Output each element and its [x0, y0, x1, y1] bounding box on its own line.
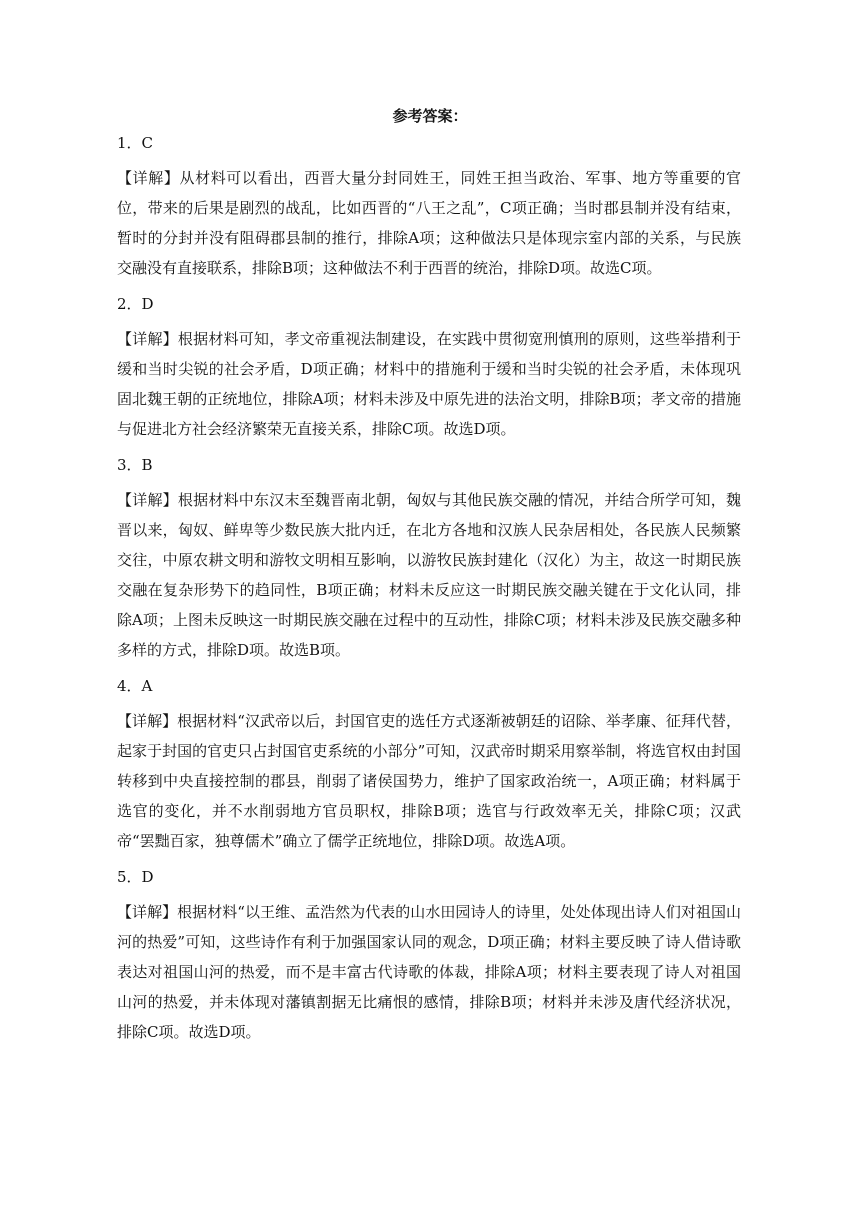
answer-number: 5．D [117, 868, 154, 886]
answer-item-3 [117, 453, 741, 665]
answer-explanation: 【详解】从材料可以看出，西晋大量分封同姓王，同姓王担当政治、军事、地方等重要的官位，带来的后果是剧烈的战乱，比如西晋的“八王之乱”，C项正确；当时郡县制并没有结束，暂时的分封并没有阻碍郡县制的推行，排除A项；这种做法只是体现宗室内部的关系，与民族交融没有直接联系，排除B项；这种做法不利于西晋的统治，排除D项。故选C项。 [117, 169, 741, 277]
answer-number: 3．B [117, 456, 153, 474]
answer-explanation: 【详解】根据材料可知，孝文帝重视法制建设，在实践中贯彻宽刑慎刑的原则，这些举措利于缓和当时尖锐的社会矛盾，D项正确；材料中的措施利于缓和当时尖锐的社会矛盾，未体现巩固北魏王朝的正统地位，排除A项；材料未涉及中原先进的法治文明，排除B项；孝文帝的措施与促进北方社会经济繁荣无直接关系，排除C项。故选D项。 [117, 330, 741, 438]
answer-explanation: 【详解】根据材料中东汉末至魏晋南北朝，匈奴与其他民族交融的情况，并结合所学可知，魏晋以来，匈奴、鲜卑等少数民族大批内迁，在北方各地和汉族人民杂居相处，各民族人民频繁交往，中原农耕文明和游牧文明相互影响，以游牧民族封建化（汉化）为主，故这一时期民族交融在复杂形势下的趋同性，B项正确；材料未反应这一时期民族交融关键在于文化认同，排除A项；上图未反映这一时期民族交融在过程中的互动性，排除C项；材料未涉及民族交融多种多样的方式，排除D项。故选B项。 [117, 491, 741, 659]
answer-number: 4．A [117, 677, 153, 695]
answer-item-2 [117, 292, 741, 444]
page-title: 参考答案： [392, 107, 468, 125]
answer-number: 2．D [117, 295, 154, 313]
answer-explanation: 【详解】根据材料“汉武帝以后，封国官吏的选任方式逐渐被朝廷的诏除、举孝廉、征拜代替，起家于封国的官吏只占封国官吏系统的小部分”可知，汉武帝时期采用察举制，将选官权由封国转移到中央直接控制的郡县，削弱了诸侯国势力，维护了国家政治统一，A项正确；材料属于选官的变化，并不水削弱地方官员职权，排除B项；选官与行政效率无关，排除C项；汉武帝“罢黜百家，独尊儒术”确立了儒学正统地位，排除D项。故选A项。 [117, 712, 741, 850]
answer-item-5 [117, 865, 741, 1047]
answer-item-1 [117, 131, 741, 283]
answer-number: 1．C [117, 134, 154, 152]
answer-item-4 [117, 674, 741, 856]
answer-explanation: 【详解】根据材料“以王维、孟浩然为代表的山水田园诗人的诗里，处处体现出诗人们对祖国山河的热爱”可知，这些诗作有利于加强国家认同的观念，D项正确；材料主要反映了诗人借诗歌表达对祖国山河的热爱，而不是丰富古代诗歌的体裁，排除A项；材料主要表现了诗人对祖国山河的热爱，并未体现对藩镇割据无比痛恨的感情，排除B项；材料并未涉及唐代经济状况，排除C项。故选D项。 [117, 903, 741, 1041]
answers-list [117, 131, 741, 1056]
